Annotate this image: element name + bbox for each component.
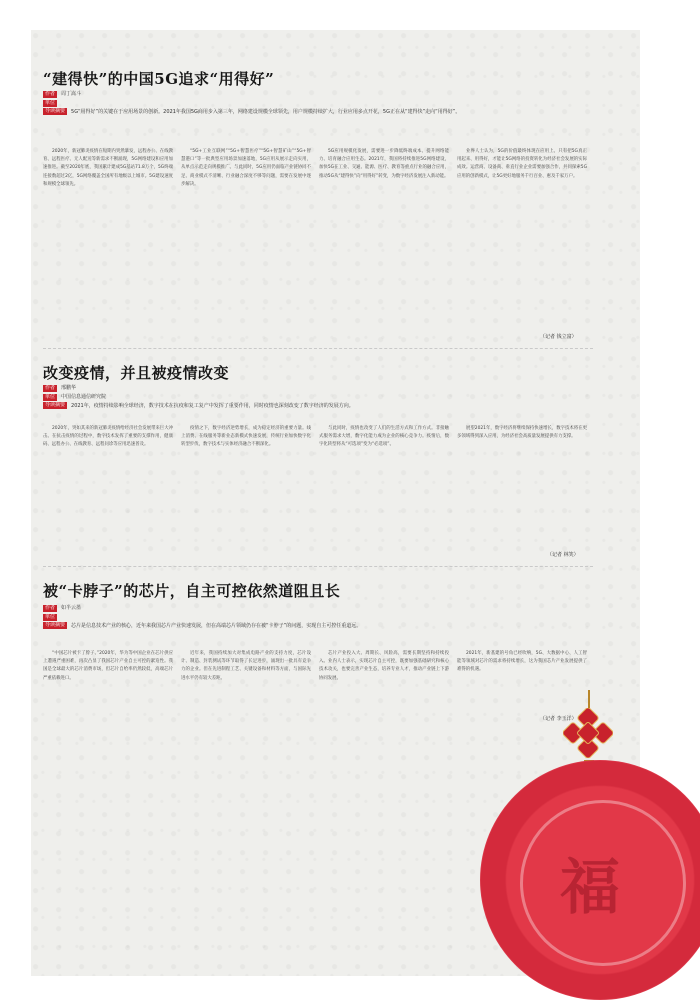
section-divider	[43, 566, 593, 567]
author-tag: 作者	[45, 605, 56, 611]
article-2-column-1: 2020年，突如其来的新冠肺炎疫情给经济社会发展带来巨大冲击。在抗击疫情的过程中，数字技术发挥了重要的支撑作用，健康码、远程办公、在线教育、远程问诊等应用迅速普及。	[43, 426, 173, 448]
article-2-reporter-note: （记者 林笑）	[547, 552, 579, 558]
abstract-tag: 导读摘要	[45, 622, 66, 628]
chinese-knot-icon	[563, 708, 613, 758]
article-3-meta	[43, 604, 603, 631]
article-1-abstract: 5G“用得好”的关键在于应用场景的创新。2021年我国5G商用步入第三年，网络建设规模全球领先，用户规模持续扩大，行业应用多点开花，5G正在从“建得快”走向“用得好”。	[71, 109, 461, 115]
article-3-column-1: “中国芯片被卡了脖子。”2020年，华为等中国企业在芯片供应上遭遇严重困难，再次凸显了我国芯片产业自主可控的紧迫性。我国是全球最大的芯片消费市场，但芯片自给率仍然较低，高端芯片严重依赖进口。	[43, 651, 173, 681]
article-1-column-3: 5G应用规模化发展，需要进一步降低终端成本、提升网络能力、培育融合应用生态。2021年，我国将持续推进5G网络建设，加快5G在工业、交通、能源、医疗、教育等重点行业的融合应用，推动5G从“建得快”向“用得好”转变，为数字经济发展注入新动能。	[319, 149, 449, 179]
article-2-column-2: 疫情之下，数字经济逆势增长，成为稳定经济的重要力量。线上消费、在线服务等新业态新模式快速发展，传统行业加快数字化转型步伐，数字技术与实体经济融合不断深化。	[181, 426, 311, 448]
article-1-column-2: “5G+工业互联网”“5G+智慧医疗”“5G+智慧矿山”“5G+智慧港口”等一批典型应用场景加速落地，5G应用从展示走向实用，从单点示范走向规模推广。与此同时，5G应用仍面临产业链协同不足、商业模式不清晰、行业融合深度不够等问题，需要在发展中逐步解决。	[181, 149, 311, 187]
hanging-cord	[588, 690, 590, 710]
article-2-column-4: 展望2021年，数字经济将继续保持快速增长，数字技术将在更多领域得到深入应用，为经济社会高质量发展提供有力支撑。	[457, 426, 587, 440]
article-3-author: 如半云墨	[61, 605, 82, 611]
article-2-headline: 改变疫情，并且被疫情改变	[43, 364, 230, 382]
section-divider	[43, 348, 593, 349]
article-3-column-3: 芯片产业投入大、周期长、风险高，需要长期坚持和持续投入。业内人士表示，实现芯片自主可控，既要加强基础研究和核心技术攻关，也要完善产业生态，培养专业人才，推动产业链上下游协同发展。	[319, 651, 449, 681]
article-2-unit: 中国信息通信研究院	[61, 394, 107, 400]
fu-character: 福	[560, 853, 620, 923]
unit-tag: 单位	[45, 614, 56, 620]
article-2-column-3: 与此同时，疫情也改变了人们的生活方式和工作方式。非接触式服务需求大增，数字化能力成为企业的核心竞争力。疫情后，数字化转型将从“可选项”变为“必选项”。	[319, 426, 449, 448]
article-1-column-1: 2020年，新冠肺炎疫情在短期内突然暴发，远程办公、在线教育、远程医疗、无人配送等新需求不断涌现，5G网络建设和应用加速推进。截至2020年底，我国累计建成5G基站71.8万个，5G终端连接数超过2亿，5G网络覆盖全国所有地级以上城市。5G建设速度和规模全球领先。	[43, 149, 173, 187]
article-2-author: 邢鹏华	[61, 385, 77, 391]
article-3-abstract: 芯片是信息技术产业的核心，近年来我国芯片产业快速发展，但在高端芯片领域仍存在被“卡脖子”的问题，实现自主可控任重道远。	[71, 623, 362, 629]
author-tag: 作者	[45, 385, 56, 391]
article-3-column-2: 近年来，我国持续加大对集成电路产业的支持力度，芯片设计、制造、封装测试等环节取得了长足进步，涌现出一批具有竞争力的企业。但在先进制程工艺、关键设备和材料等方面，与国际先进水平仍有较大差距。	[181, 651, 311, 681]
article-1-author: 周丁嵩斗	[61, 91, 82, 97]
article-1-column-4: 业界人士认为，5G的价值最终体现在应用上。只有把5G真正用起来、用得好，才能让5G网络的投资转化为经济社会发展的实际成效。运营商、设备商、垂直行业企业需要加强合作，共同探索5G应用的创新模式，让5G更好地服务千行百业、惠及千家万户。	[457, 149, 587, 179]
article-1-meta	[43, 90, 633, 117]
article-3-column-4: 2021年，新基建的号角已经吹响，5G、大数据中心、人工智能等领域对芯片的需求将持续增长，这为我国芯片产业发展提供了难得的机遇。	[457, 651, 587, 673]
article-3-headline: 被“卡脖子”的芯片，自主可控依然道阻且长	[43, 582, 341, 600]
author-tag: 作者	[45, 91, 56, 97]
article-3-reporter-note: （记者 李玉洋）	[540, 716, 577, 722]
article-1-headline: “建得快”的中国5G追求“用得好”	[43, 70, 275, 88]
article-2-meta	[43, 384, 633, 411]
article-2-abstract: 2021年，疫情持续影响全球经济，数字技术在抗疫和复工复产中发挥了重要作用，同时疫情也深刻改变了数字经济的发展方向。	[71, 403, 354, 409]
abstract-tag: 导读摘要	[45, 108, 66, 114]
article-1-reporter-note: （记者 钱立富）	[540, 334, 577, 340]
unit-tag: 单位	[45, 100, 56, 106]
abstract-tag: 导读摘要	[45, 402, 66, 408]
unit-tag: 单位	[45, 394, 56, 400]
